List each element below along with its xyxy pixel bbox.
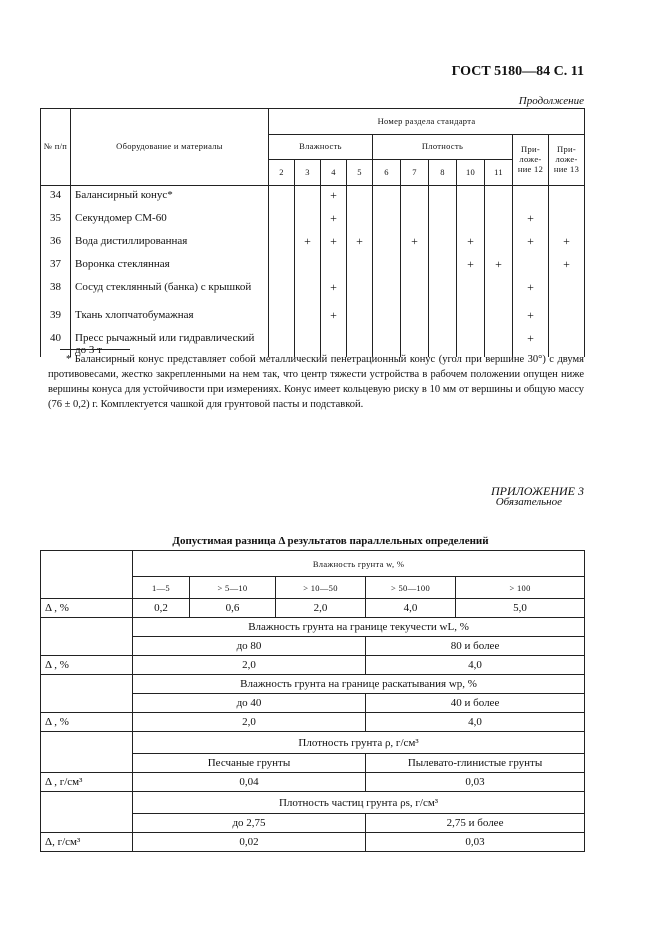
usage-mark [457,186,485,210]
pl-value: 4,0 [366,713,585,732]
subcol-header: 11 [485,160,513,186]
usage-mark [513,186,549,210]
usage-mark: + [513,209,549,232]
usage-mark [373,232,401,255]
usage-mark [429,306,457,329]
ll-value: 4,0 [366,656,585,675]
col-section-header: Номер раздела стандарта [269,109,585,135]
equipment-row [41,278,585,306]
usage-mark: + [321,186,347,210]
usage-mark [373,186,401,210]
density-type: Пылевато-глинистые грунты [366,754,585,773]
subcol-header: 6 [373,160,401,186]
usage-mark [295,186,321,210]
equipment-name: Балансирный конус* [71,186,269,210]
usage-mark [373,255,401,278]
continuation-label: Продолжение [518,95,584,107]
moisture-range: > 100 [456,577,585,599]
usage-mark [295,209,321,232]
row-number: 40 [41,329,71,357]
usage-mark: + [513,278,549,306]
density-type: Песчаные грунты [133,754,366,773]
page-header: ГОСТ 5180—84 С. 11 [451,64,584,79]
moisture-value: 0,2 [133,599,190,618]
particle-density-header: Плотность частиц грунта ρs, г/см³ [133,792,585,814]
footnote: * Балансирный конус представляет собой металлический пенетрационный конус (угол при вершине 30°) с двумя противовесами, жестко закрепленными на нем так, что центр тяжести устройства в рабочем положении опущен ниже вершины конуса для устойчивости при измерениях. Конус имеет кольцевую риску в 10 мм от вершины и общую массу (76 ± 0,2) г. Комплектуется чашкой для грунтовой пасты и подставкой. [48,354,584,410]
equipment-row [41,306,585,329]
delta-label: Δ , % [41,656,133,675]
usage-mark [269,186,295,210]
usage-mark [347,278,373,306]
row-number: 37 [41,255,71,278]
usage-mark: + [513,329,549,357]
usage-mark [269,306,295,329]
usage-mark [347,255,373,278]
subcol-header: 5 [347,160,373,186]
usage-mark: + [457,232,485,255]
col-number-header: № п/п [41,109,71,186]
usage-mark [457,278,485,306]
usage-mark [513,255,549,278]
usage-mark [347,306,373,329]
pd-value: 0,03 [366,833,585,852]
usage-mark [549,186,585,210]
moisture-value: 5,0 [456,599,585,618]
pd-range: до 2,75 [133,814,366,833]
subcol-header: 2 [269,160,295,186]
table2-title: Допустимая разница Δ результатов параллельных определений [172,535,489,547]
tolerance-table [40,550,585,852]
usage-mark: + [401,232,429,255]
pl-range: 40 и более [366,694,585,713]
usage-mark [485,306,513,329]
ll-range: до 80 [133,637,366,656]
usage-mark [457,306,485,329]
density-value: 0,04 [133,773,366,792]
subcol-header: 10 [457,160,485,186]
usage-mark [321,255,347,278]
usage-mark [429,232,457,255]
usage-mark [429,278,457,306]
usage-mark [485,186,513,210]
delta-label: Δ, г/см³ [41,833,133,852]
appendix-13-header: При-ложе-ние 13 [549,135,585,186]
equipment-name: Сосуд стеклянный (банка) с крышкой [71,278,269,306]
usage-mark: + [321,232,347,255]
usage-mark [549,278,585,306]
equipment-name: Секундомер СМ-60 [71,209,269,232]
row-number: 39 [41,306,71,329]
usage-mark [347,186,373,210]
delta-label: Δ , % [41,713,133,732]
equipment-name: Воронка стеклянная [71,255,269,278]
pl-range: до 40 [133,694,366,713]
equipment-name: Ткань хлопчатобумажная [71,306,269,329]
footnote-divider [60,349,130,350]
moisture-header: Влажность грунта w, % [133,551,585,577]
usage-mark [549,209,585,232]
usage-mark [269,209,295,232]
row-number: 35 [41,209,71,232]
usage-mark [429,186,457,210]
usage-mark [373,306,401,329]
usage-mark [347,209,373,232]
usage-mark [295,306,321,329]
usage-mark: + [347,232,373,255]
usage-mark [401,306,429,329]
row-number: 34 [41,186,71,210]
usage-mark [485,209,513,232]
usage-mark [429,209,457,232]
pd-value: 0,02 [133,833,366,852]
usage-mark [401,209,429,232]
usage-mark [269,255,295,278]
subcol-header: 7 [401,160,429,186]
row-number: 36 [41,232,71,255]
equipment-row [41,209,585,232]
col-equipment-header: Оборудование и материалы [71,109,269,186]
delta-label: Δ , г/см³ [41,773,133,792]
usage-mark: + [485,255,513,278]
usage-mark [401,186,429,210]
subcol-header: 3 [295,160,321,186]
group-density-header: Плотность [373,135,513,160]
usage-mark [269,232,295,255]
moisture-value: 2,0 [276,599,366,618]
usage-mark: + [321,278,347,306]
delta-label: Δ , % [41,599,133,618]
usage-mark: + [457,255,485,278]
moisture-range: 1—5 [133,577,190,599]
moisture-value: 4,0 [366,599,456,618]
equipment-name: Пресс рычажный или гидравлический до 3 т [71,329,269,357]
usage-mark [373,209,401,232]
equipment-row [41,186,585,210]
usage-mark [295,255,321,278]
equipment-row [41,255,585,278]
usage-mark: + [321,306,347,329]
moisture-range: > 5—10 [190,577,276,599]
blank-cell [41,792,133,833]
liquid-limit-header: Влажность грунта на границе текучести wL, % [133,618,585,637]
equipment-table [40,108,585,357]
pd-range: 2,75 и более [366,814,585,833]
blank-cell [41,732,133,773]
usage-mark [295,278,321,306]
subcol-header: 8 [429,160,457,186]
usage-mark [485,278,513,306]
usage-mark [485,232,513,255]
usage-mark: + [549,232,585,255]
blank-cell [41,618,133,656]
appendix-12-header: При-ложе-ние 12 [513,135,549,186]
ll-range: 80 и более [366,637,585,656]
density-header: Плотность грунта ρ, г/см³ [133,732,585,754]
usage-mark [429,255,457,278]
equipment-table-body [41,186,585,358]
usage-mark [373,278,401,306]
usage-mark: + [549,255,585,278]
blank-cell [41,675,133,713]
usage-mark [401,278,429,306]
corner-cell [41,551,133,599]
appendix-title: ПРИЛОЖЕНИЕ 3 [491,484,584,498]
usage-mark [457,209,485,232]
density-value: 0,03 [366,773,585,792]
usage-mark [549,306,585,329]
usage-mark: + [295,232,321,255]
usage-mark [269,278,295,306]
equipment-row [41,232,585,255]
moisture-value: 0,6 [190,599,276,618]
usage-mark: + [513,306,549,329]
usage-mark: + [513,232,549,255]
group-moisture-header: Влажность [269,135,373,160]
moisture-range: > 50—100 [366,577,456,599]
plastic-limit-header: Влажность грунта на границе раскатывания wp, % [133,675,585,694]
ll-value: 2,0 [133,656,366,675]
row-number: 38 [41,278,71,306]
subcol-header: 4 [321,160,347,186]
equipment-name: Вода дистиллированная [71,232,269,255]
moisture-range: > 10—50 [276,577,366,599]
appendix-status: Обязательное [495,496,562,508]
pl-value: 2,0 [133,713,366,732]
usage-mark: + [321,209,347,232]
usage-mark [401,255,429,278]
